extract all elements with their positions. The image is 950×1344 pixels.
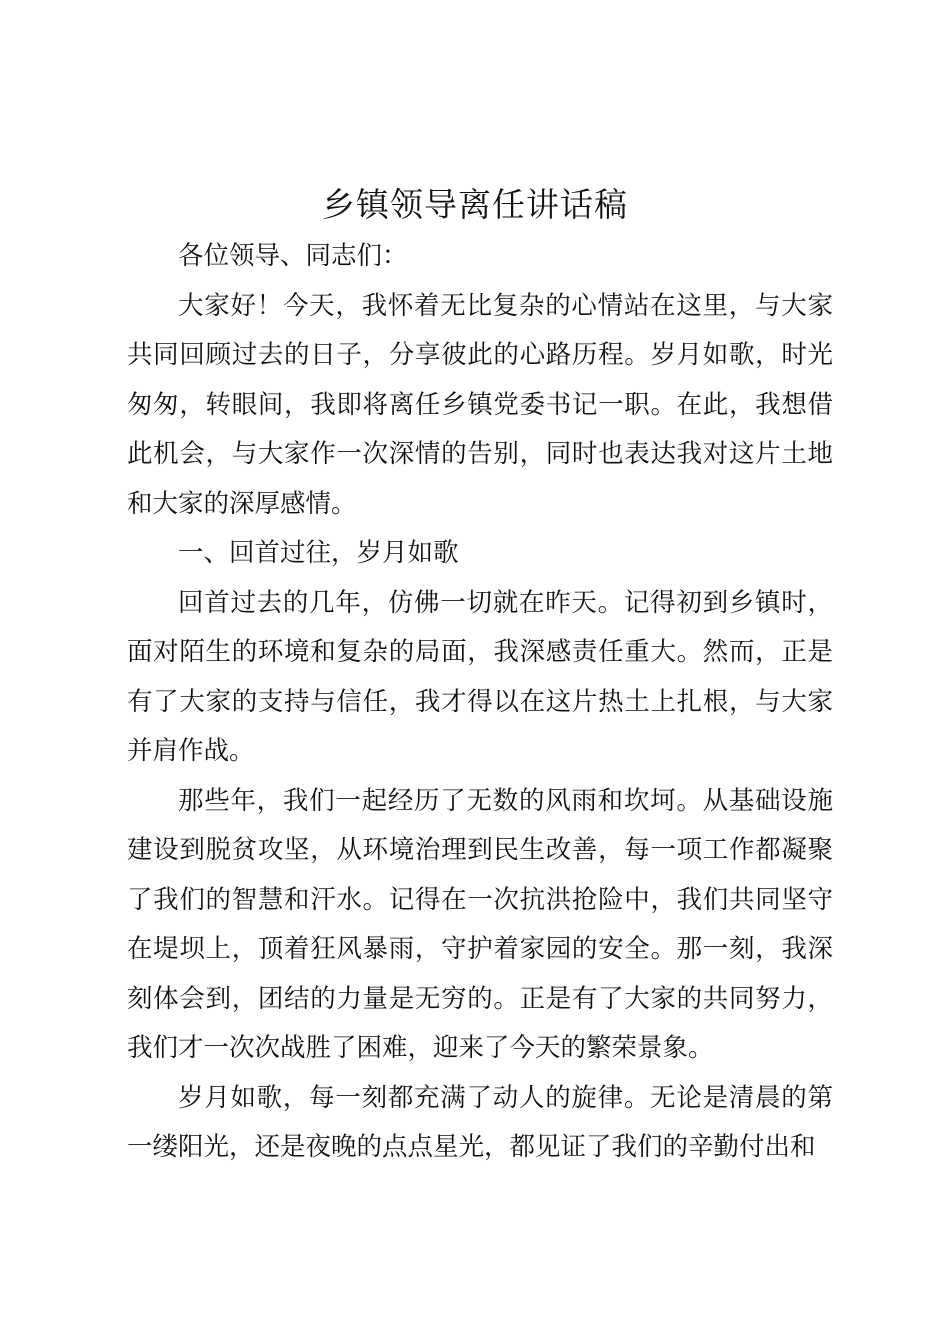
paragraph-intro: 大家好！今天，我怀着无比复杂的心情站在这里，与大家共同回顾过去的日子，分享彼此的心路历程。岁月如歌，时光匆匆，转眼间，我即将离任乡镇党委书记一职。在此，我想借此机会，与大家作一次深情的告别，同时也表达我对这片土地和大家的深厚感情。 xyxy=(127,290,833,519)
paragraph-hardships: 那些年，我们一起经历了无数的风雨和坎坷。从基础设施建设到脱贫攻坚，从环境治理到民生改善，每一项工作都凝聚了我们的智慧和汗水。记得在一次抗洪抢险中，我们共同坚守在堤坝上，顶着狂风暴雨，守护着家园的安全。那一刻，我深刻体会到，团结的力量是无穷的。正是有了大家的共同努力，我们才一次次战胜了困难，迎来了今天的繁荣景象。 xyxy=(127,785,833,1063)
document-title: 乡镇领导离任讲话稿 xyxy=(322,185,628,224)
paragraph-years: 岁月如歌，每一刻都充满了动人的旋律。无论是清晨的第一缕阳光，还是夜晚的点点星光，都见证了我们的辛勤付出和 xyxy=(127,1082,833,1162)
section-heading: 一、回首过往，岁月如歌 xyxy=(178,538,459,568)
greeting: 各位领导、同志们： xyxy=(178,241,408,271)
document-body xyxy=(127,232,833,1173)
paragraph-recall: 回首过去的几年，仿佛一切就在昨天。记得初到乡镇时，面对陌生的环境和复杂的局面，我深感责任重大。然而，正是有了大家的支持与信任，我才得以在这片热土上扎根，与大家并肩作战。 xyxy=(127,587,833,766)
